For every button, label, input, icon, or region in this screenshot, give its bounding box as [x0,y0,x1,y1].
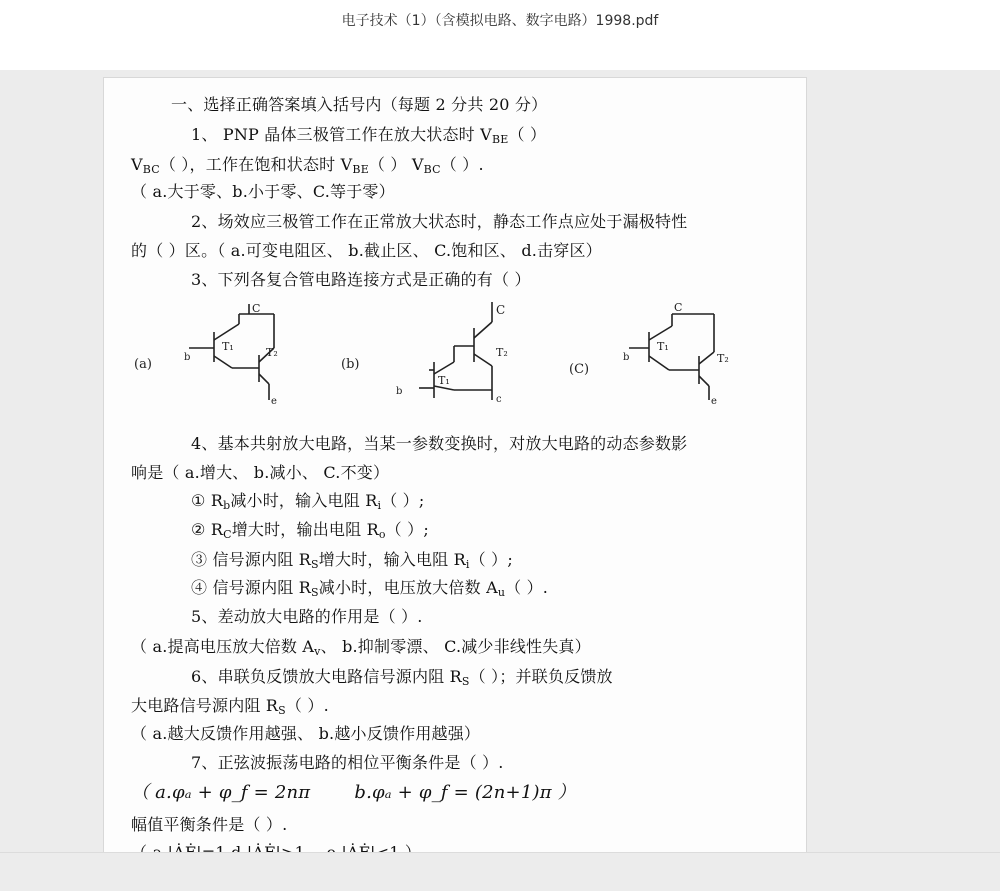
svg-text:b: b [184,352,191,363]
svg-text:c: c [496,394,502,405]
svg-text:T₂: T₂ [266,346,278,359]
q4-item4: ④ 信号源内阻 $R_S$减小时，电压放大倍数 $A_u$（ ）. [191,578,549,599]
document-title: 电子技术（1）（含模拟电路、数字电路）1998.pdf [341,13,659,29]
circuit-a-label: (a) [134,357,152,372]
pdf-viewer[interactable] [0,70,1000,852]
q4-line1: 4、基本共射放大电路，当某一参数变换时，对放大电路的动态参数影 [191,434,688,453]
q3-line1: 3、下列各复合管电路连接方式是正确的有（ ） [191,270,531,289]
q6-line2: 大电路信号源内阻 $R_S$（ ）. [131,696,329,717]
svg-text:T₁: T₁ [222,340,234,353]
q7-line1: 7、正弦波振荡电路的相位平衡条件是（ ）. [191,753,504,772]
circuit-c-label: (C) [569,362,590,377]
q1-line2: $V_{BC}$（ ），工作在饱和状态时 $V_{BE}$（ ） $V_{BC}$（ ）. [131,155,484,176]
title-bar [0,0,1000,70]
svg-text:T₂: T₂ [717,352,729,365]
q5-options: （ a.提高电压放大倍数 $A_v$、 b.抑制零漂、 C.减少非线性失真） [131,637,591,658]
svg-text:b: b [396,386,403,397]
q6-options: （ a.越大反馈作用越强、 b.越小反馈作用越强） [131,724,481,743]
composite-transistor-diagrams [124,300,784,415]
bottom-toolbar [0,852,1000,891]
q1-options: （ a.大于零、b.小于零、C.等于零） [131,182,395,201]
svg-text:b: b [623,352,630,363]
q2-line1: 2、场效应三极管工作在正常放大状态时，静态工作点应处于漏极特性 [191,212,688,231]
q1-line1: 1、 PNP 晶体三极管工作在放大状态时 $V_{BE}$（ ） [191,125,547,146]
section-title: 一、选择正确答案填入括号内（每题 2 分共 20 分） [171,95,548,114]
svg-text:T₁: T₁ [657,340,669,353]
q5-line1: 5、差动放大电路的作用是（ ）. [191,607,423,626]
q7-line3: 幅值平衡条件是（ ）. [131,815,288,834]
svg-text:C: C [674,301,683,314]
q4-item2: ② $R_C$增大时，输出电阻 $R_o$（ ）; [191,520,429,541]
svg-text:T₁: T₁ [438,374,450,387]
svg-text:C: C [252,302,261,315]
q4-item3: ③ 信号源内阻 $R_S$增大时，输入电阻 $R_i$（ ）; [191,550,513,571]
pdf-page [103,77,807,869]
svg-text:e: e [711,396,717,407]
circuit-b-label: (b) [341,357,360,372]
q6-line1: 6、串联负反馈放大电路信号源内阻 $R_S$（ ）；并联负反馈放 [191,667,613,688]
svg-text:e: e [271,396,277,407]
q2-line2: 的（ ）区。（ a.可变电阻区、 b.截止区、 C.饱和区、 d.击穿区） [131,241,602,260]
q7-options: （ a.φₐ + φ_f = 2nπ b.φₐ + φ_f = (2n+1)π ） [131,782,576,803]
q4-item1: ① $R_b$减小时，输入电阻 $R_i$（ ）; [191,491,425,512]
svg-text:C: C [496,303,506,317]
svg-text:T₂: T₂ [496,346,508,359]
q4-line2: 响是（ a.增大、 b.减小、 C.不变） [131,463,390,482]
